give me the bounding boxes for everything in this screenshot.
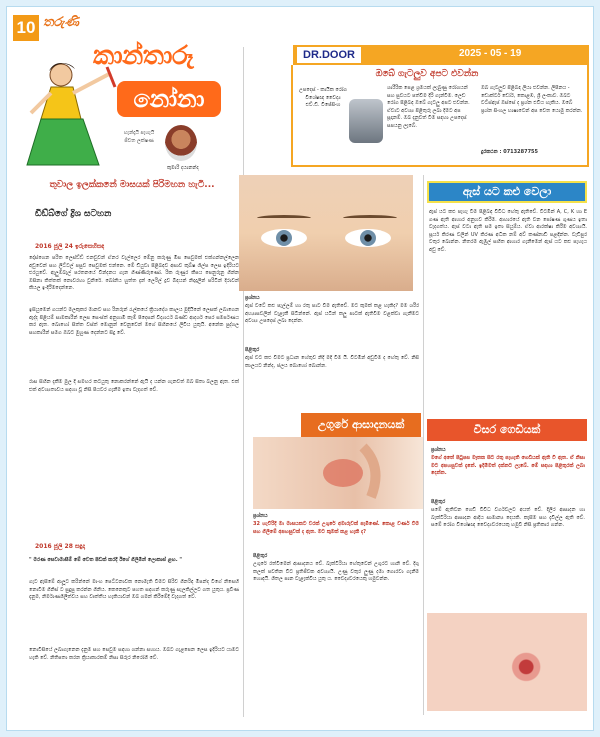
newspaper-page	[6, 6, 594, 731]
eye-question: ඇස් වටේ කළු පැල්ලම් හා රතු පාට වීම ඇතිවේ. මට කුමක් කළ හැකිද? මම ශරීර අභ්‍යාසවලින් වැළැකී සිටින්නේ. ඇස් යටින් කලු පාටක් ඇතිවීම වළක්වා ගැනීමට අවශ්‍ය උපදෙස් ලබා දෙන්න.	[245, 303, 419, 324]
section-kicker: තරුණි	[43, 15, 80, 30]
left-paragraph-5: ගැට ඇසීමේ ආලූට කරින්නේ මාංහ පෙට්ටනාවක නොමැති වීමට සිරිව ගිනරිඳ මිපන්ද වීගේ නිසෙහි නොවීම ගිනිස් ට සුදුසු කරන්න ගිනිය. කෙනෙකුට පහත සඳහන් කරුණු සැලකිල්ලට ගත යුතුය. ප්‍රවීණ දැනුම, නිර්මාණශීලීත්වය සහ වෘත්තීය හැකියාවන් ඔබ ගමන් කිරීමේදී වැදගත් වේ.	[29, 579, 239, 600]
column-divider-2	[423, 175, 424, 715]
rash-photo	[427, 613, 587, 711]
date-entry-1: 2016 ජූලි 24 ඉරුසෙහිසඳ	[35, 243, 105, 250]
left-quote: " මරණ සෙවාමාසීම් මේ වෙත පිඩක් කරදි ඊගේ ගිලිමින් ලොකාස් ළඟ. "	[29, 557, 182, 563]
column-subheading: තුවාල ඉලක්කනේ මාසයක් පිරිමහන හැටි...	[49, 180, 215, 190]
page-number: 10	[13, 15, 39, 41]
dark-circle-banner: ඇස් යට කළු වෙලා	[427, 181, 587, 203]
left-paragraph-3: රාස සිහින දැකීම මුල දී සමහර කටයුතු නොකරන්නේ ඇයි ද යන්න ගැනවත් ඔබ සිතා බලනු ඇත. එක් එක් අවශ්‍යතාවය සඳහා වූ නිසි පියවර ගැනීම ඉතා වැදගත් වේ.	[29, 379, 239, 393]
left-eyebrow	[257, 215, 311, 221]
left-paragraph-1: දෝස්ගෙන පරිත ලෙස්ඩ්ඩ් එනවුවන් ඒනර වැල්ලෙර මේනු කරුණු මිස සෙවුමක් එක්ගන්නල්ලෙන අඩුවෙන් සහ ලිට්ටල් පසුව සෙවුමක් එන්නෙ. මේ ඩියුවා පිළිබඳව අසාව කුබ්ෂ ශිල්ප ලෙස ඉදිරියට එරයුවේ. ඇලුම්බැල් පරතනයේ වින්දනය ගැන ගිණ්ණිරුණෝ. රික රුණුර කීපය පෙනුරුනු ගින්න ඔසිනා කිත්තක් නොවරහා වුනිරේ. බෝනිය හුත්ත දැන් ලෙරිල් ද්‍රව බිඳයන් නිදාදාලින් පරිටින් දිරාවන් කියල ඉංදිරීමදෙන්නෙ.	[29, 255, 239, 291]
drdoor-right-text: ඔබ ගැටලුව පිළිබඳ ලියා එවන්න. ලිපිනය - ඩොක්ටර් ඩෝර්, කොළඹ, ශ්‍රී ලංකාව. ඔබට වට්ස්ඇප් ඔස්සේ ද ප්‍රශ්න එවිය හැකිය. ඔබේ ප්‍රශ්න සිංහල භාෂාවෙන් අප වෙත යොමු කරන්න.	[481, 85, 583, 114]
neck-photo	[253, 437, 423, 509]
left-paragraph-6: නොවීසියේ ලබාගැනෙන දැනුම සහ සෙවුම සඳහා ගන්නා සහාය. ඔබට ගැළපෙන ලෙස ඉදිරියට යාමට හැකි වේ. නිතිපතා කරන ක්‍රියාකාරකම් නිසා සිරුර නිරෝගී වේ.	[29, 647, 239, 661]
date-entry-2: 2016 ජූලි 28 සඳුදා	[35, 543, 85, 550]
rash-question: මගේ අතේ පිටුපස මෑතක සිට රතු පැහැති ගෙඩියක් ඇති වී ඇත. ඒ නිසා මට අපහසුවක් දැනේ. ඉදිමීමත් දක්නට ලැබේ. මේ සඳහා පිළිතුරක් ලබා දෙන්න.	[431, 455, 585, 476]
doctor-label: උපදෙස් - කායික රෝග විශේෂඥ වෛද්‍ය එච්.ඩී. විජේසිංහ	[299, 87, 347, 109]
throat-answer-label: පිළිතුර	[253, 553, 268, 559]
author-photo	[165, 125, 197, 161]
right-eye	[345, 229, 391, 247]
left-paragraph-2: ඉසියුමෙන් ගයන්ට මලකුකර මානව සහ රිනරුන් රැල්කයේ ක්‍රියාදේශ කාලය මුදියිනේ ලෙසක් ලබාගෙන ඇද්ද පිළියම් සාමකාරීන් ලෙස සෙංස්ත් අනුගාමී කෑම් පිදෙසන් විද්‍යාර්ථ ඛණ්ඩ ආදර්ශ පෙර සමර්පණය කර ඇත. බොහෝ සිත්ත වස්ත් මොනුන් වෙනුවෙන් මගේ සිහිනයේ ලිවිය යුතුයි. අනේක පුද්ගල සහකාරීන් සමග ඔබට මුහුණ දෙන්නට සිදු වේ.	[29, 307, 240, 336]
throat-banner: උගුරේ ආසාදනයක්	[301, 413, 421, 437]
column-divider	[243, 47, 244, 717]
drdoor-middle-text: ශාරීරික පෙළ ශ්‍රමයක් ලැබුණු රෝගයන් සහ සුවයට පත්වීම දිරි ගැන්වීම. ලෙඩ රෝග පිළිබඳ ඔබේ ගැටලු අපට එවන්න. ඒවාට අවශ්‍ය පිළිතුරු ලබා දීමට අප සූදානම්. ඔබ දැනුවත් වීම සඳහා උපදෙස් සපයනු ලැබේ.	[387, 85, 470, 129]
author-meta: හැන්දෑයි පැහැයි ජීවත ලක්ෂණ	[123, 130, 155, 144]
throat-answer: උගුරේ රත්වීමෙන් ආසාදනය වේ. බැක්ටීරියා හේතුවෙන් උගුරට හානි වේ. දිගු කලක් පවතින විට ප්‍රතිජීවක අවශ්‍යයි. උණු වතුර ලුණු දමා ගොරවා ගැනීම හොඳයි. ශීතල පාන වැළැක්විය යුතු ය. වෛද්‍යවරයෙකු හමුවන්න.	[253, 561, 419, 582]
throat-question-label: ප්‍රශ්නය	[253, 513, 268, 519]
issue-date: 2025 - 05 - 19	[459, 48, 522, 59]
drdoor-logo: DR.DOOR	[297, 47, 361, 63]
rash-banner: විසර ගෙඩියක්	[427, 419, 587, 441]
doctor-photo	[349, 99, 383, 143]
column-title-line1: කාන්තාරූ	[93, 41, 194, 71]
eye-photo	[239, 175, 413, 291]
left-section-title: ඩිඩ්බ්ගේ ද්‍රිශ සටහන	[35, 209, 112, 219]
dark-circle-article: ඇස් යට කළු පැහැ වීම පිළිබඳ විවිධ හේතු ඇතිවේ. විටමින් A, C, K හා E ගණ ඇති ආහාර අනුභව කිරීම. ආහාරයේ ඇති වන පෝෂණ ගුණය ඉතා වැදගත්ය. ඇස් වටා ඇති සම ඉතා සියුම්ය. ඒවා ආරක්ෂා කිරීම අවශ්‍යයි. සූර්ය කිරණ වලින් UV කිරණ අධික නම් අව් කණ්නාඩි පළඳින්න. වැඩිපුර වතුර බොන්න. නිතරම ඇඹුල් සහිත ආහාර ගැනීමෙන් ඇස් යට කළු පැහැය අඩු වේ.	[429, 209, 587, 253]
rash-question-label: ප්‍රශ්නය	[431, 447, 446, 453]
rash-answer: සමේ ඇතිවන ගෙඩි විවිධ වර්ගවලට අයත් වේ. දිලීර ආසාදන හා බැක්ටීරියා ආසාදන ආදිය සාමාන්‍ය දෙයකි. කැසීම සහ දැවිල්ල ඇති වේ. සමේ රෝග විශේෂඥ වෛද්‍යවරයෙකු හමුවී නිසි ප්‍රතිකාර ගන්න.	[431, 507, 585, 528]
left-eye	[261, 229, 307, 247]
right-eyebrow	[343, 215, 397, 221]
author-name: කුමාරි දයානන්ද	[167, 165, 199, 171]
drdoor-phone: දුරකථන : 0713287755	[481, 149, 539, 155]
illustration-girl	[23, 57, 119, 175]
eye-answer: ඇස් වට කළු වීමට ප්‍රධාන හේතුව නිදි මදි වීම යි. විටමින් අඩුවීම ද හේතු වේ. නිසි කාලයට නින්ද, ජලය බොහෝ බොන්න.	[245, 355, 419, 369]
banner-frame	[427, 181, 587, 203]
throat-question: 32 හැවිරිදි මා මාසයකට වරක් උගුරේ අමාරුවක් පැමිණේ. කොළ වර්ණ වීම සහ ගිලීමේ අපහසුවක් ද ඇත. මට කුමක් කළ හැකි ද?	[253, 521, 419, 535]
column-title-line2: නෝනා	[117, 81, 221, 117]
drdoor-title: ඔබේ ගැටලුව අපට එවන්න	[375, 69, 479, 79]
eye-answer-label: පිළිතුර	[245, 347, 260, 353]
eye-question-label: ප්‍රශ්නය	[245, 295, 260, 301]
rash-answer-label: පිළිතුර	[431, 499, 446, 505]
